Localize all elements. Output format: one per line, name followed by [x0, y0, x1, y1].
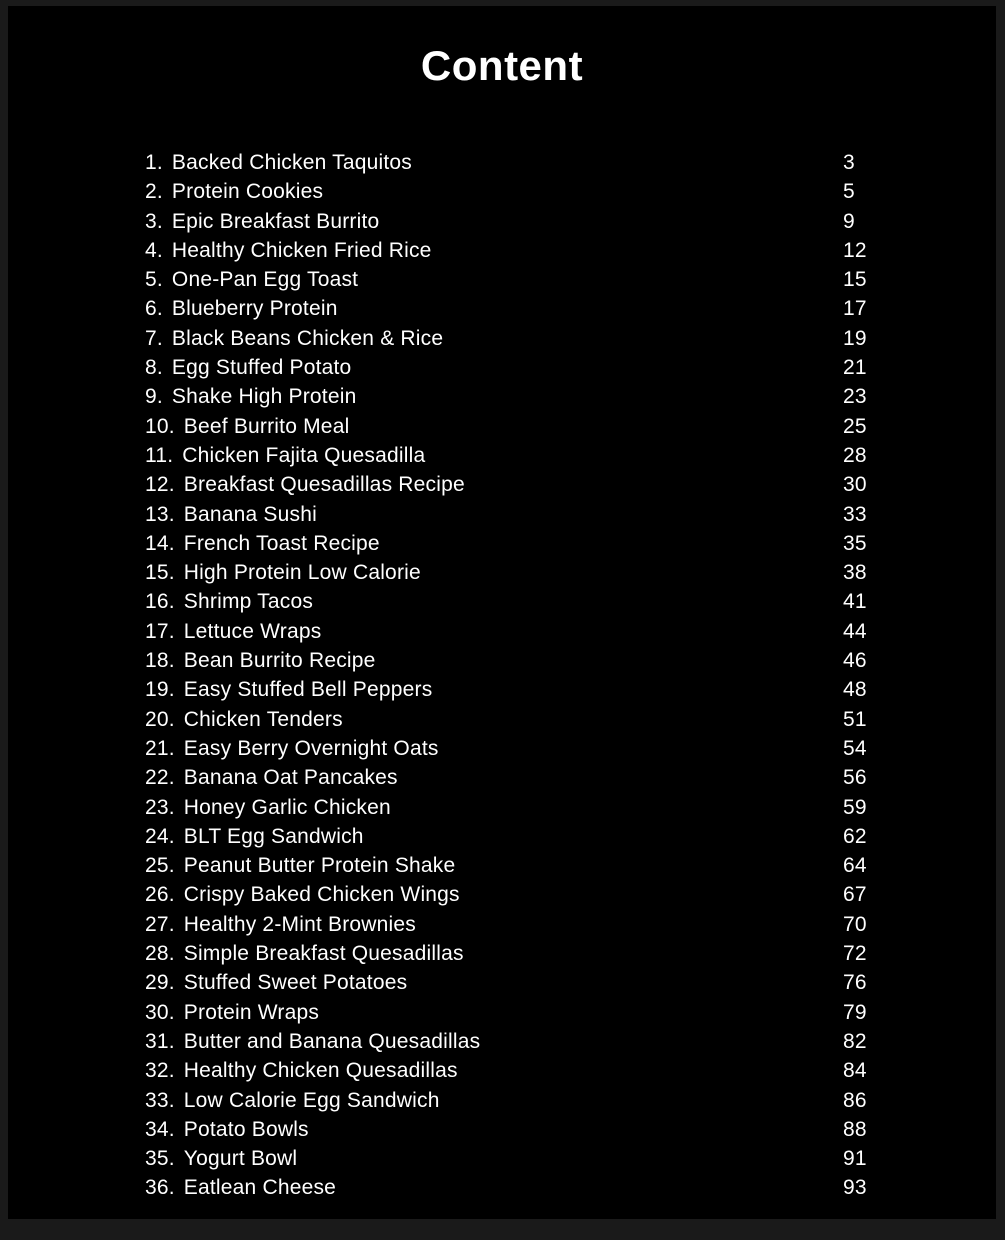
- toc-entry-page: 56: [843, 766, 867, 790]
- toc-entry[interactable]: [145, 968, 901, 997]
- toc-entry-page: 17: [843, 297, 867, 321]
- toc-entry-page: 35: [843, 531, 867, 555]
- toc-entry-page: 59: [843, 795, 867, 819]
- toc-entry[interactable]: [145, 617, 901, 646]
- toc-entry-page: 70: [843, 912, 867, 936]
- toc-entry-page: 93: [843, 1176, 867, 1200]
- toc-entry-number: 3.: [145, 209, 163, 233]
- toc-entry-number: 30.: [145, 1000, 175, 1024]
- toc-entry-page: 38: [843, 561, 867, 585]
- toc-entry[interactable]: [145, 324, 901, 353]
- toc-entry-page: 44: [843, 619, 867, 643]
- toc-entry-page: 33: [843, 502, 867, 526]
- toc-entry[interactable]: [145, 207, 901, 236]
- toc-entry-title: Black Beans Chicken & Rice: [171, 326, 444, 350]
- toc-entry[interactable]: [145, 441, 901, 470]
- toc-entry-number: 12.: [145, 473, 175, 497]
- toc-entry-number: 36.: [145, 1176, 175, 1200]
- toc-entry-page: 84: [843, 1059, 867, 1083]
- toc-entry-title: Stuffed Sweet Potatoes: [183, 971, 408, 995]
- toc-entry[interactable]: [145, 1056, 901, 1085]
- toc-entry-number: 35.: [145, 1147, 175, 1171]
- toc-entry-number: 1.: [145, 151, 163, 174]
- toc-list: [145, 148, 901, 1203]
- page-title: Content: [420, 42, 584, 89]
- toc-entry-number: 15.: [145, 561, 175, 585]
- toc-entry-title: Blueberry Protein: [171, 297, 338, 321]
- toc-entry[interactable]: [145, 1115, 901, 1144]
- toc-entry[interactable]: [145, 1086, 901, 1115]
- toc-entry[interactable]: [145, 1027, 901, 1056]
- toc-entry[interactable]: [145, 587, 901, 616]
- toc-entry-page: 41: [843, 590, 867, 614]
- toc-entry[interactable]: [145, 236, 901, 265]
- toc-entry[interactable]: [145, 705, 901, 734]
- toc-entry-number: 10.: [145, 414, 175, 438]
- toc-entry-title: Shrimp Tacos: [183, 590, 314, 614]
- toc-entry-number: 7.: [145, 326, 163, 350]
- toc-entry-number: 24.: [145, 824, 175, 848]
- toc-entry-page: 62: [843, 824, 867, 848]
- toc-entry-number: 21.: [145, 736, 175, 760]
- toc-entry[interactable]: [145, 353, 901, 382]
- toc-entry-page: 28: [843, 443, 867, 467]
- toc-entry-page: 19: [843, 326, 867, 350]
- toc-entry-title: Low Calorie Egg Sandwich: [183, 1088, 440, 1112]
- toc-entry-page: 21: [843, 356, 867, 380]
- toc-entry-number: 25.: [145, 854, 175, 878]
- toc-entry-page: 91: [843, 1147, 867, 1171]
- toc-entry-title: High Protein Low Calorie: [183, 561, 421, 585]
- toc-entry[interactable]: [145, 500, 901, 529]
- toc-entry-page: 51: [843, 707, 867, 731]
- toc-entry[interactable]: [145, 851, 901, 880]
- toc-entry-page: 12: [843, 238, 867, 262]
- toc-entry-page: 54: [843, 736, 867, 760]
- toc-entry-number: 19.: [145, 678, 175, 702]
- toc-entry-page: 25: [843, 414, 867, 438]
- toc-entry-number: 26.: [145, 883, 175, 907]
- toc-entry[interactable]: [145, 910, 901, 939]
- toc-entry-number: 14.: [145, 531, 175, 555]
- toc-entry-title: Chicken Fajita Quesadilla: [182, 443, 426, 467]
- toc-entry[interactable]: [145, 294, 901, 323]
- toc-entry[interactable]: [145, 998, 901, 1027]
- toc-entry[interactable]: [145, 763, 901, 792]
- toc-entry[interactable]: [145, 822, 901, 851]
- toc-entry[interactable]: [145, 880, 901, 909]
- toc-entry-page: 46: [843, 649, 867, 673]
- toc-entry-title: Healthy 2-Mint Brownies: [183, 912, 416, 936]
- toc-entry-title: French Toast Recipe: [183, 531, 380, 555]
- toc-entry-title: BLT Egg Sandwich: [183, 824, 364, 848]
- toc-entry-page: 9: [843, 209, 855, 233]
- toc-entry-title: Easy Berry Overnight Oats: [183, 736, 439, 760]
- toc-entry-number: 8.: [145, 356, 163, 380]
- toc-entry[interactable]: [145, 734, 901, 763]
- toc-entry-number: 32.: [145, 1059, 175, 1083]
- toc-entry-title: Eatlean Cheese: [183, 1176, 337, 1200]
- toc-entry[interactable]: [145, 148, 901, 177]
- toc-entry-title: Bean Burrito Recipe: [183, 649, 376, 673]
- toc-entry-title: Beef Burrito Meal: [183, 414, 350, 438]
- toc-entry-number: 31.: [145, 1029, 175, 1053]
- toc-entry[interactable]: [145, 1173, 901, 1202]
- toc-entry-page: 82: [843, 1029, 867, 1053]
- toc-entry-page: 23: [843, 385, 867, 409]
- toc-entry-number: 11.: [145, 443, 174, 467]
- toc-entry-page: 48: [843, 678, 867, 702]
- toc-entry-title: Protein Cookies: [171, 180, 324, 204]
- toc-entry[interactable]: [145, 382, 901, 411]
- toc-entry-number: 23.: [145, 795, 175, 819]
- toc-entry[interactable]: [145, 177, 901, 206]
- toc-entry-page: 72: [843, 942, 867, 966]
- toc-entry-number: 28.: [145, 942, 175, 966]
- toc-entry-title: Easy Stuffed Bell Peppers: [183, 678, 433, 702]
- toc-entry-title: One-Pan Egg Toast: [171, 268, 359, 292]
- toc-entry-page: 76: [843, 971, 867, 995]
- toc-entry-title: Backed Chicken Taquitos: [171, 151, 412, 174]
- toc-entry-title: Butter and Banana Quesadillas: [183, 1029, 481, 1053]
- toc-entry-page: 5: [843, 180, 855, 204]
- toc-entry-number: 17.: [145, 619, 175, 643]
- toc-entry[interactable]: [145, 793, 901, 822]
- toc-entry[interactable]: [145, 529, 901, 558]
- toc-entry-page: 88: [843, 1117, 867, 1141]
- toc-entry-title: Crispy Baked Chicken Wings: [183, 883, 460, 907]
- toc-entry-title: Breakfast Quesadillas Recipe: [183, 473, 465, 497]
- toc-entry[interactable]: [145, 265, 901, 294]
- toc-entry[interactable]: [145, 675, 901, 704]
- toc-entry-number: 5.: [145, 268, 163, 292]
- toc-entry-number: 29.: [145, 971, 175, 995]
- toc-entry-title: Healthy Chicken Fried Rice: [171, 238, 432, 262]
- toc-entry-number: 16.: [145, 590, 175, 614]
- toc-entry-title: Peanut Butter Protein Shake: [183, 854, 456, 878]
- toc-entry-number: 18.: [145, 649, 175, 673]
- toc-entry-title: Healthy Chicken Quesadillas: [183, 1059, 458, 1083]
- toc-entry-number: 9.: [145, 385, 163, 409]
- toc-entry-title: Epic Breakfast Burrito: [171, 209, 380, 233]
- toc-entry-number: 22.: [145, 766, 175, 790]
- toc-entry-title: Yogurt Bowl: [183, 1147, 298, 1171]
- toc-entry-title: Egg Stuffed Potato: [171, 356, 352, 380]
- toc-entry-title: Honey Garlic Chicken: [183, 795, 391, 819]
- toc-entry-title: Shake High Protein: [171, 385, 357, 409]
- toc-entry-number: 34.: [145, 1117, 175, 1141]
- toc-entry-page: 79: [843, 1000, 867, 1024]
- toc-entry-page: 3: [843, 151, 855, 174]
- toc-entry-number: 13.: [145, 502, 175, 526]
- toc-entry-title: Lettuce Wraps: [183, 619, 322, 643]
- toc-entry-number: 2.: [145, 180, 163, 204]
- document-page: [8, 6, 996, 1219]
- toc-entry-number: 6.: [145, 297, 163, 321]
- toc-entry-number: 20.: [145, 707, 175, 731]
- toc-entry-number: 33.: [145, 1088, 175, 1112]
- toc-entry-title: Potato Bowls: [183, 1117, 309, 1141]
- toc-entry-title: Banana Oat Pancakes: [183, 766, 398, 790]
- toc-entry[interactable]: [145, 939, 901, 968]
- toc-entry-number: 27.: [145, 912, 175, 936]
- toc-entry-title: Chicken Tenders: [183, 707, 343, 731]
- toc-entry-number: 4.: [145, 238, 163, 262]
- toc-entry[interactable]: [145, 470, 901, 499]
- toc-entry-page: 67: [843, 883, 867, 907]
- toc-entry[interactable]: [145, 1144, 901, 1173]
- toc-entry-title: Banana Sushi: [183, 502, 317, 526]
- toc-entry-page: 86: [843, 1088, 867, 1112]
- toc-entry-page: 64: [843, 854, 867, 878]
- toc-entry-page: 15: [843, 268, 867, 292]
- toc-entry[interactable]: [145, 558, 901, 587]
- toc-entry[interactable]: [145, 646, 901, 675]
- toc-entry[interactable]: [145, 412, 901, 441]
- toc-entry-title: Protein Wraps: [183, 1000, 320, 1024]
- toc-entry-page: 30: [843, 473, 867, 497]
- toc-entry-title: Simple Breakfast Quesadillas: [183, 942, 464, 966]
